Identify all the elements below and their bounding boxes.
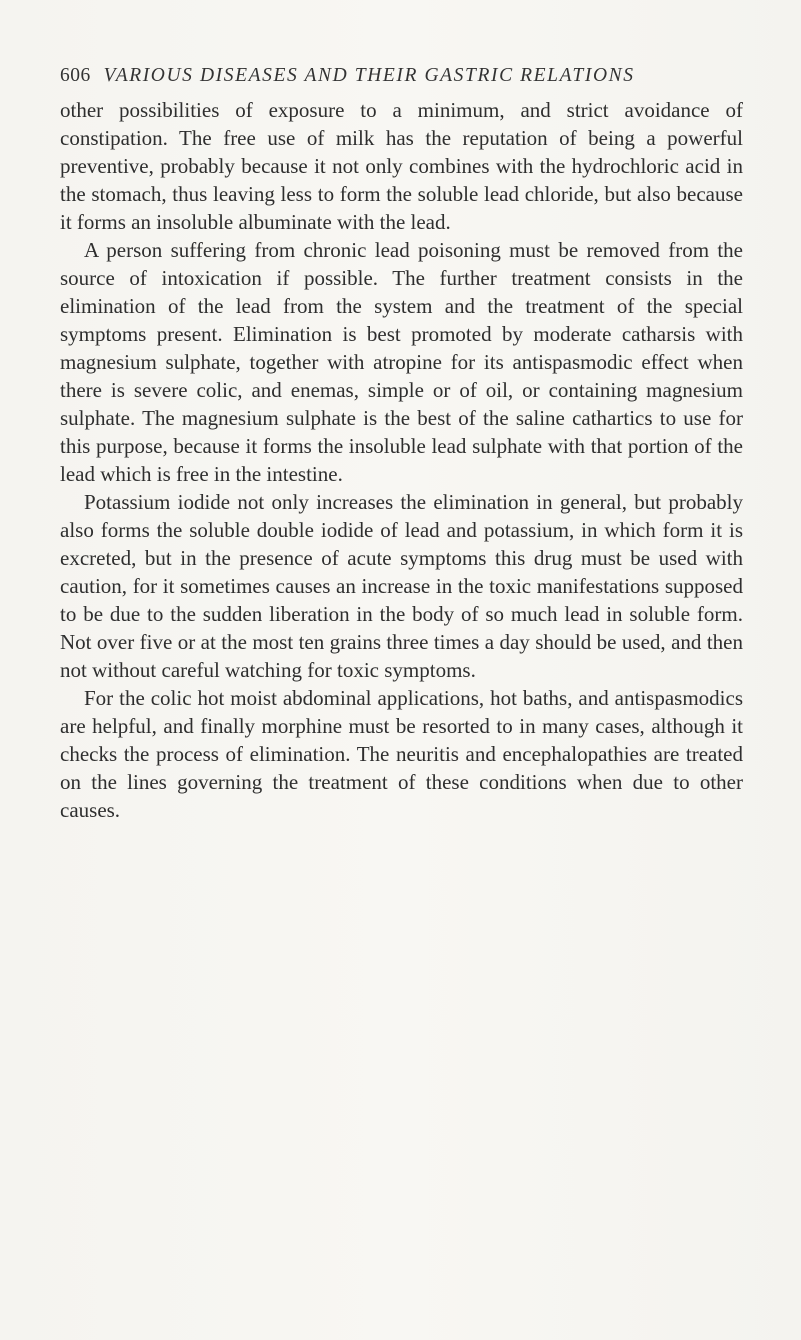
paragraph-colic-treatment: For the colic hot moist abdominal applications, hot baths, and antispasmodics are helpful, and finally morphine must be resorted to in many cases, although it checks the process of elimination. The neuritis and encephalopathies are treated on the lines governing the treatment of these conditions when due to other causes. [60, 686, 743, 822]
page-header [60, 64, 750, 88]
paragraph-removal-and-elimination: A person suffering from chronic lead poisoning must be removed from the source of intoxication if possible. The further treatment consists in the elimination of the lead from the system and the treatment of the special symptoms present. Elimination is best promoted by moderate catharsis with magnesium sulphate, together with atropine for its antispasmodic effect when there is severe colic, and enemas, simple or of oil, or containing magnesium sulphate. The magnesium sulphate is the best of the saline cathartics to use for this purpose, because it forms the insoluble lead sulphate with that portion of the lead which is free in the intestine. [60, 238, 743, 486]
page-number: 606 [60, 65, 91, 86]
running-title: VARIOUS DISEASES AND THEIR GASTRIC RELATIONS [103, 65, 635, 86]
paragraph-continuation: other possibilities of exposure to a minimum, and strict avoidance of constipation. The free use of milk has the reputation of being a powerful preventive, probably because it not only combines with the hydrochloric acid in the stomach, thus leaving less to form the soluble lead chloride, but also because it forms an insoluble albuminate with the lead. [60, 98, 743, 234]
page-body [60, 96, 743, 824]
paragraph-potassium-iodide: Potassium iodide not only increases the elimination in general, but probably also forms the soluble double iodide of lead and potassium, in which form it is excreted, but in the presence of acute symptoms this drug must be used with caution, for it sometimes causes an increase in the toxic manifestations supposed to be due to the sudden liberation in the body of so much lead in soluble form. Not over five or at the most ten grains three times a day should be used, and then not without careful watching for toxic symptoms. [60, 490, 743, 682]
